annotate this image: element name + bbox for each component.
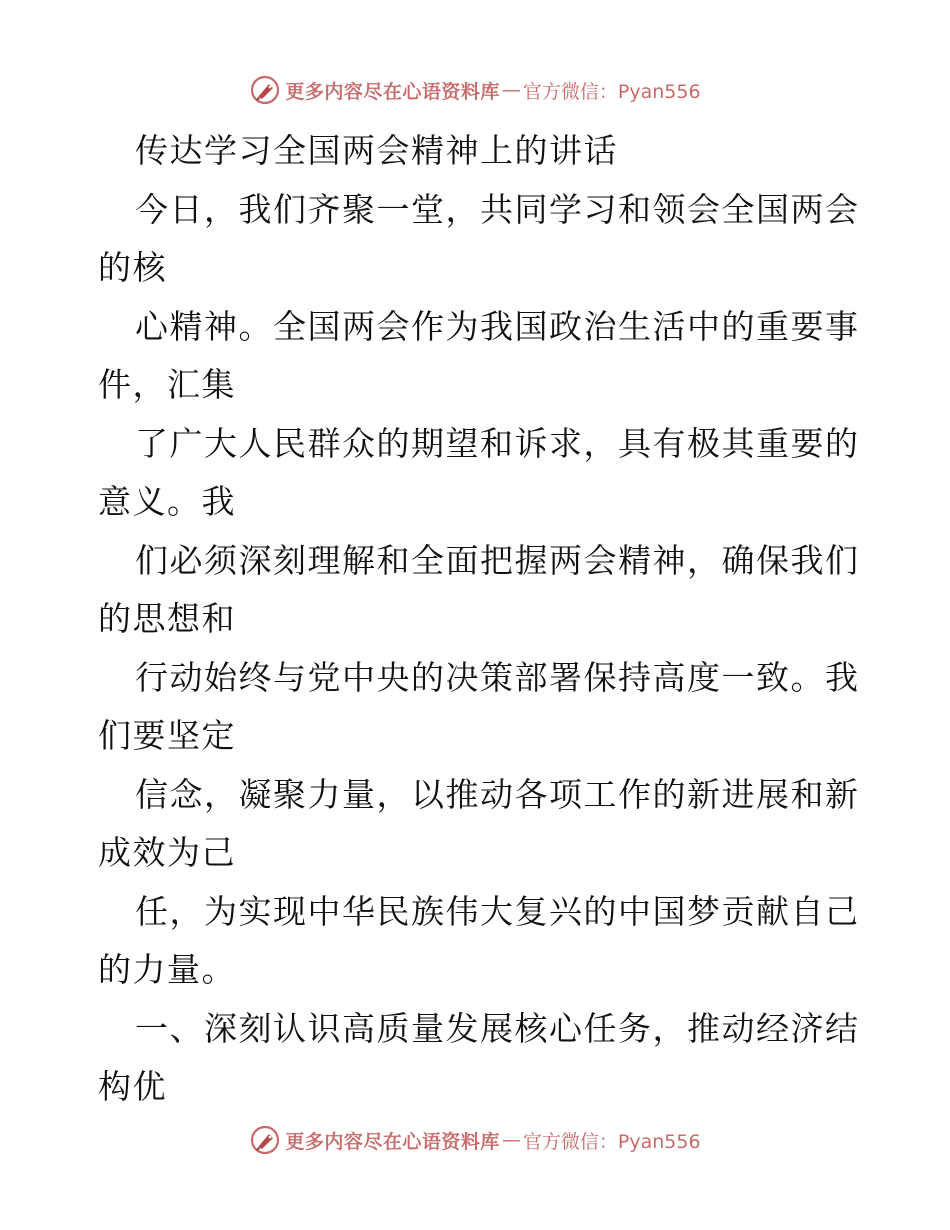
paragraph-line: 们必须深刻理解和全面把握两会精神，确保我们 [135, 540, 860, 580]
footer-watermark [0, 1120, 950, 1160]
pen-nib-logo-icon [249, 74, 281, 106]
section-heading-line: 一、深刻认识高质量发展核心任务，推动经济结 [135, 1008, 860, 1048]
watermark-separator: — [501, 79, 521, 101]
watermark-separator: — [501, 1129, 521, 1151]
watermark-wechat: 官方微信：Pyan556 [522, 80, 701, 103]
paragraph-line: 今日，我们齐聚一堂，共同学习和领会全国两会 [135, 189, 860, 229]
watermark-wechat: 官方微信：Pyan556 [522, 1130, 701, 1153]
paragraph-line: 成效为己 [98, 833, 236, 872]
paragraph-line: 件，汇集 [98, 365, 236, 404]
section-heading-line: 构优 [98, 1067, 167, 1106]
header-watermark [0, 70, 950, 110]
paragraph-line: 信念，凝聚力量，以推动各项工作的新进展和新 [135, 774, 860, 814]
document-body [98, 122, 858, 1117]
paragraph-line: 的核 [98, 248, 167, 287]
document-title: 传达学习全国两会精神上的讲话 [135, 131, 618, 170]
paragraph-line: 意义。我 [98, 482, 236, 521]
paragraph-line: 们要坚定 [98, 716, 236, 755]
paragraph-line: 心精神。全国两会作为我国政治生活中的重要事 [135, 306, 860, 346]
watermark-text: 更多内容尽在心语资料库 [285, 1130, 500, 1153]
watermark-text: 更多内容尽在心语资料库 [285, 80, 500, 103]
paragraph-line: 任，为实现中华民族伟大复兴的中国梦贡献自己 [135, 891, 860, 931]
paragraph-line: 的力量。 [98, 950, 236, 989]
paragraph-line: 的思想和 [98, 599, 236, 638]
paragraph-line: 行动始终与党中央的决策部署保持高度一致。我 [135, 657, 860, 697]
paragraph-line: 了广大人民群众的期望和诉求，具有极其重要的 [135, 423, 860, 463]
pen-nib-logo-icon [249, 1124, 281, 1156]
